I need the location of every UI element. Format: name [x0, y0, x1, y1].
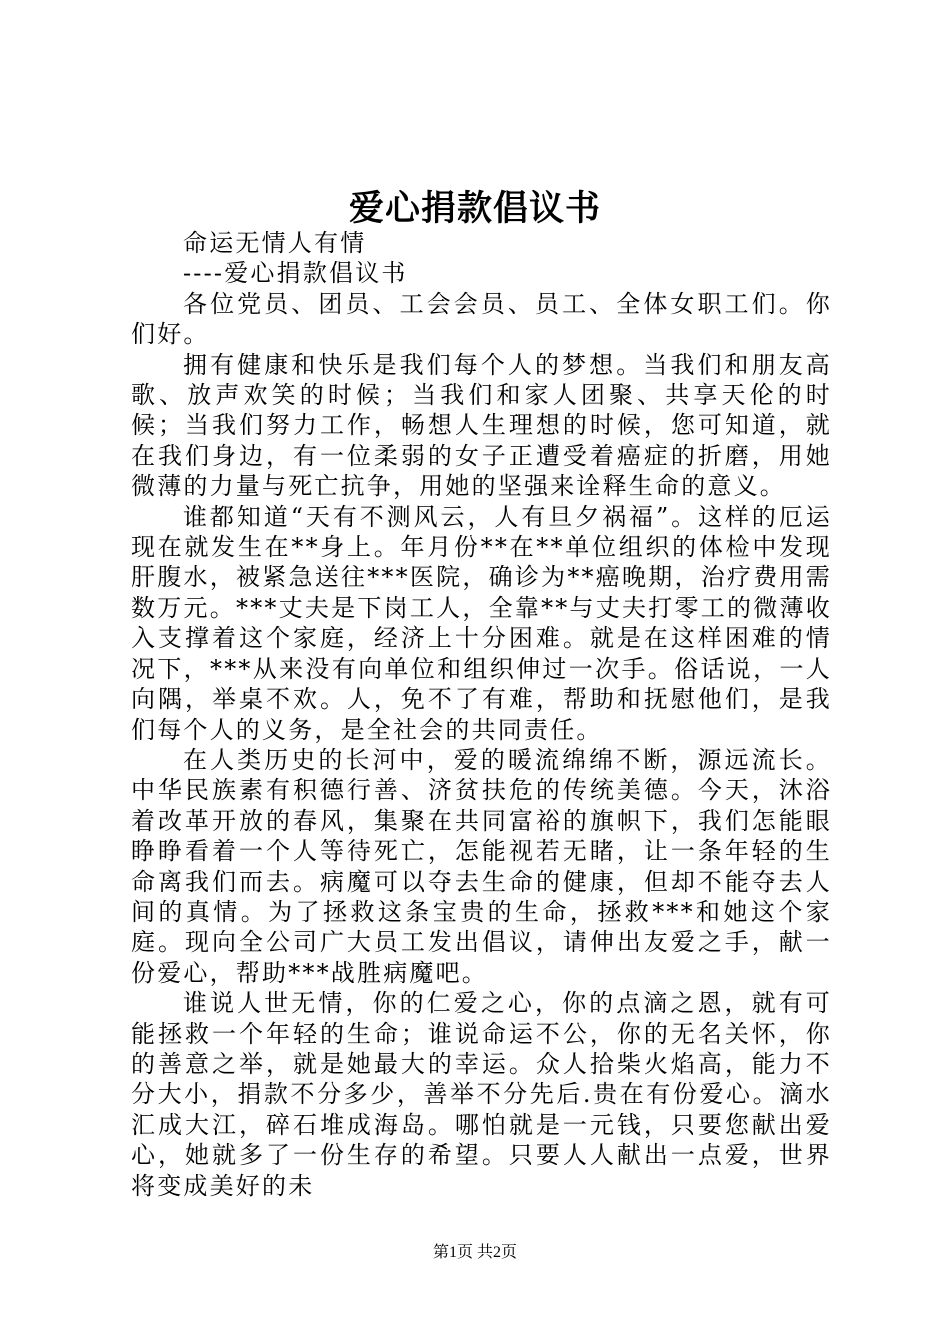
salutation-paragraph: 各位党员、团员、工会会员、员工、全体女职工们。你们好。 — [131, 289, 832, 349]
subtitle-line-1: 命运无情人有情 — [183, 229, 367, 257]
body-paragraph: 谁说人世无情，你的仁爱之心，你的点滴之恩，就有可能拯救一个年轻的生命；谁说命运不公，你的无名关怀，你的善意之举，就是她最大的幸运。众人拾柴火焰高，能力不分大小，捐款不分多少，善举不分先后.贵在有份爱心。滴水汇成大江，碎石堆成海岛。哪怕就是一元钱，只要您献出爱心，她就多了一份生存的希望。只要人人献出一点爱，世界将变成美好的未 — [131, 989, 832, 1200]
document-body — [131, 228, 832, 1201]
body-paragraph: 谁都知道“天有不测风云，人有旦夕祸福”。这样的厄运现在就发生在**身上。年月份**在**单位组织的体检中发现肝腹水，被紧急送往***医院，确诊为**癌晚期，治疗费用需数万元。***丈夫是下岗工人，全靠**与丈夫打零工的微薄收入支撑着这个家庭，经济上十分困难。就是在这样困难的情况下，***从来没有向单位和组织伸过一次手。俗话说，一人向隅，举桌不欢。人，免不了有难，帮助和抚慰他们，是我们每个人的义务，是全社会的共同责任。 — [131, 502, 832, 744]
body-paragraph: 拥有健康和快乐是我们每个人的梦想。当我们和朋友高歌、放声欢笑的时候；当我们和家人团聚、共享天伦的时候；当我们努力工作，畅想人生理想的时候，您可知道，就在我们身边，有一位柔弱的女子正遭受着癌症的折磨，用她微薄的力量与死亡抗争，用她的坚强来诠释生命的意义。 — [131, 350, 832, 501]
subtitle-line-2: ----爱心捐款倡议书 — [183, 259, 408, 288]
document-title: 爱心捐款倡议书 — [348, 189, 601, 229]
page-number-footer: 第1页 共2页 — [432, 1244, 517, 1261]
body-paragraph: 在人类历史的长河中，爱的暖流绵绵不断，源远流长。中华民族素有积德行善、济贫扶危的传统美德。今天，沐浴着改革开放的春风，集聚在共同富裕的旗帜下，我们怎能眼睁睁看着一个人等待死亡，怎能视若无睹，让一条年轻的生命离我们而去。病魔可以夺去生命的健康，但却不能夺去人间的真情。为了拯救这条宝贵的生命，拯救***和她这个家庭。现向全公司广大员工发出倡议，请伸出友爱之手，献一份爱心，帮助***战胜病魔吧。 — [131, 745, 832, 987]
